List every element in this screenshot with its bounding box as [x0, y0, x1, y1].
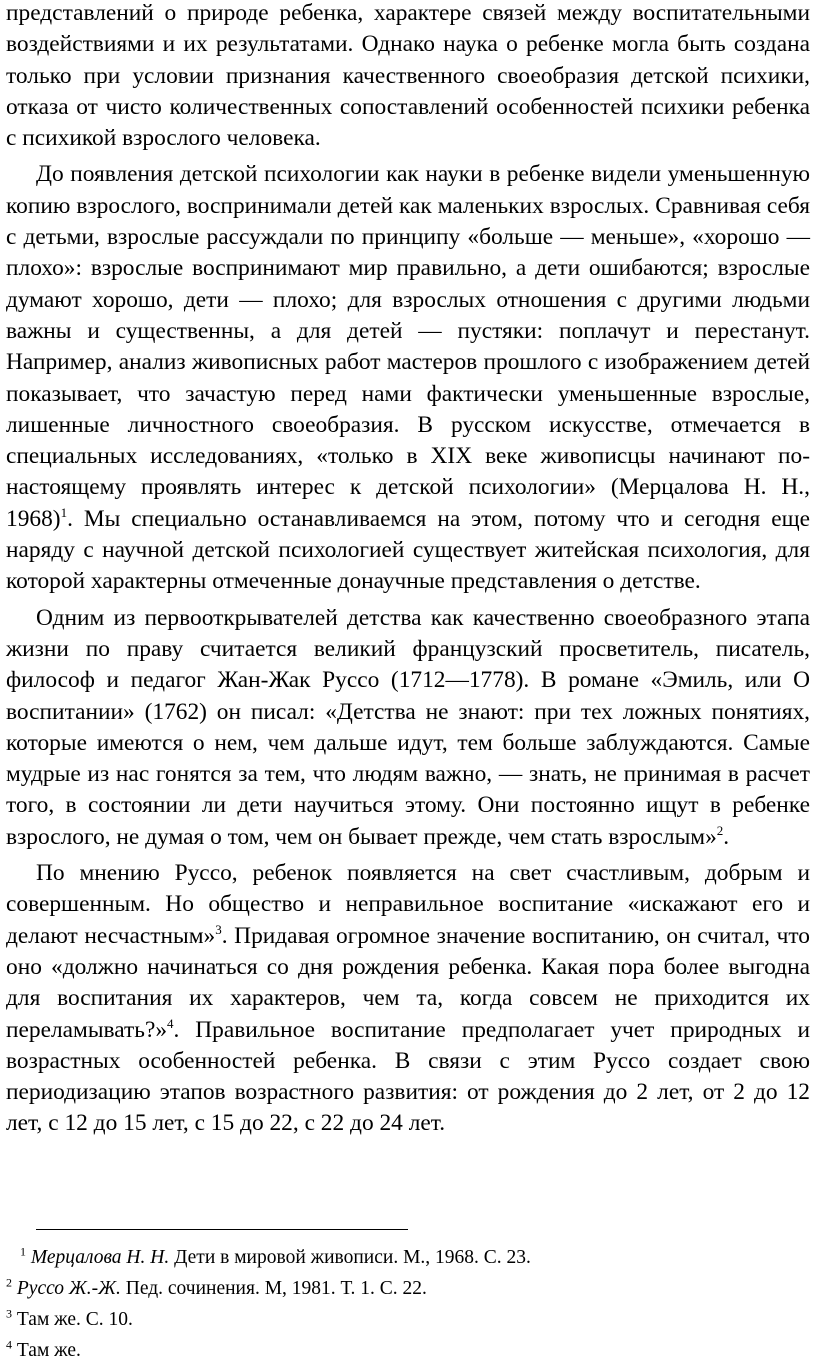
- paragraph-text: До появления детской психологии как науки в ребенке видели уменьшенную копию взрослого, воспринимали детей как маленьких взрослых. Сравнивая себя с детьми, взрослые рассуждали по принципу «больше — меньше», «хорошо — плохо»: взрослые воспринимают мир правильно, а дети ошибаются; взрослые думают хорошо, дети — плохо; для взрослых отношения с другими людьми важны и существенны, а для детей — пустяки: поплачут и перестанут. Например, анализ живописных работ мастеров прошлого с изображением детей показывает, что зачастую перед нами фактически уменьшенные взрослые, лишенные личностного своеобразия. В русском искусстве, отмечается в специальных исследованиях, «только в XIX веке живописцы начинают по-настоящему проявлять интерес к детской психологии» (Мерцалова Н. Н., 1968): [6, 161, 810, 532]
- footnote-author: Мерцалова Н. Н.: [30, 1247, 170, 1268]
- footnote-separator: [36, 1229, 408, 1230]
- paragraph-text: . Мы специально останавливаемся на этом, потому что и сегодня еще наряду с научной детской психологией существует житейская психология, для которой характерны отмеченные донаучные представления о детстве.: [6, 505, 810, 595]
- footnote-text: Там же.: [12, 1340, 81, 1361]
- footnote-mark: 2: [6, 1275, 12, 1290]
- footnote-mark: 1: [20, 1244, 26, 1259]
- footnote-text: Дети в мировой живописи. М., 1968. С. 23.: [169, 1247, 531, 1268]
- footnote-ref-4[interactable]: 4: [167, 1015, 174, 1031]
- paragraph-1: [6, 0, 810, 154]
- paragraph-text: . Придавая огромное значение воспитанию, он считал, что оно «должно начинаться со дня рождения ребенка. Какая пора более выгодна для воспитания их характеров, чем та, когда совсем не приходится их переламывать?»: [6, 922, 811, 1043]
- footnote-author: Руссо Ж.-Ж.: [16, 1278, 121, 1299]
- footnote-ref-2[interactable]: 2: [716, 822, 724, 838]
- paragraph-2: [6, 159, 810, 597]
- footnote-mark: 4: [6, 1337, 12, 1352]
- paragraph-text: .: [723, 823, 730, 850]
- footnote-text: Пед. сочинения. М, 1981. Т. 1. С. 22.: [120, 1278, 427, 1299]
- paragraph-4: [6, 858, 810, 1140]
- footnote-ref-3[interactable]: 3: [215, 921, 222, 937]
- footnote-mark: 3: [6, 1306, 12, 1321]
- footnotes: [6, 1242, 810, 1366]
- footnote-ref-1[interactable]: 1: [60, 504, 68, 520]
- paragraph-text: представлений о природе ребенка, характере связей между воспитательными воздействиями и их результатами. Однако наука о ребенке могла быть создана только при условии признания качественного своеобразия детской психики, отказа от чисто количественных сопоставлений особенностей психики ребенка с психикой взрослого человека.: [6, 0, 810, 152]
- footnote-2: [6, 1273, 810, 1304]
- paragraph-text: . Правильное воспитание предполагает учет природных и возрастных особенностей ребенка. В связи с этим Руссо создает свою периодизацию этапов возрастного развития: от рождения до 2 лет, от 2 до 12 лет, с 12 до 15 лет, с 15 до 22, с 22 до 24 лет.: [6, 1016, 810, 1137]
- footnote-3: [6, 1304, 810, 1335]
- body-text: [6, 0, 810, 1145]
- footnote-text: Там же. С. 10.: [12, 1309, 133, 1330]
- paragraph-3: [6, 603, 810, 853]
- footnote-1: [6, 1242, 810, 1273]
- footnote-4: [6, 1335, 810, 1366]
- paragraph-text: По мнению Руссо, ребенок появляется на свет счастливым, добрым и совершенным. Но общество и неправильное воспитание «искажают его и делают несчастным»: [6, 860, 810, 949]
- paragraph-text: Одним из первооткрывателей детства как качественно своеобразного этапа жизни по праву считается великий французский просветитель, писатель, философ и педагог Жан-Жак Руссо (1712—1778). В романе «Эмиль, или О воспитании» (1762) он писал: «Детства не знают: при тех ложных понятиях, которые имеются о нем, чем дальше идут, тем больше заблуждаются. Самые мудрые из нас гонятся за тем, что людям важно, — знать, не принимая в расчет того, в состоянии ли дети научиться этому. Они постоянно ищут в ребенке взрослого, не думая о том, чем он бывает прежде, чем стать взрослым»: [6, 604, 810, 850]
